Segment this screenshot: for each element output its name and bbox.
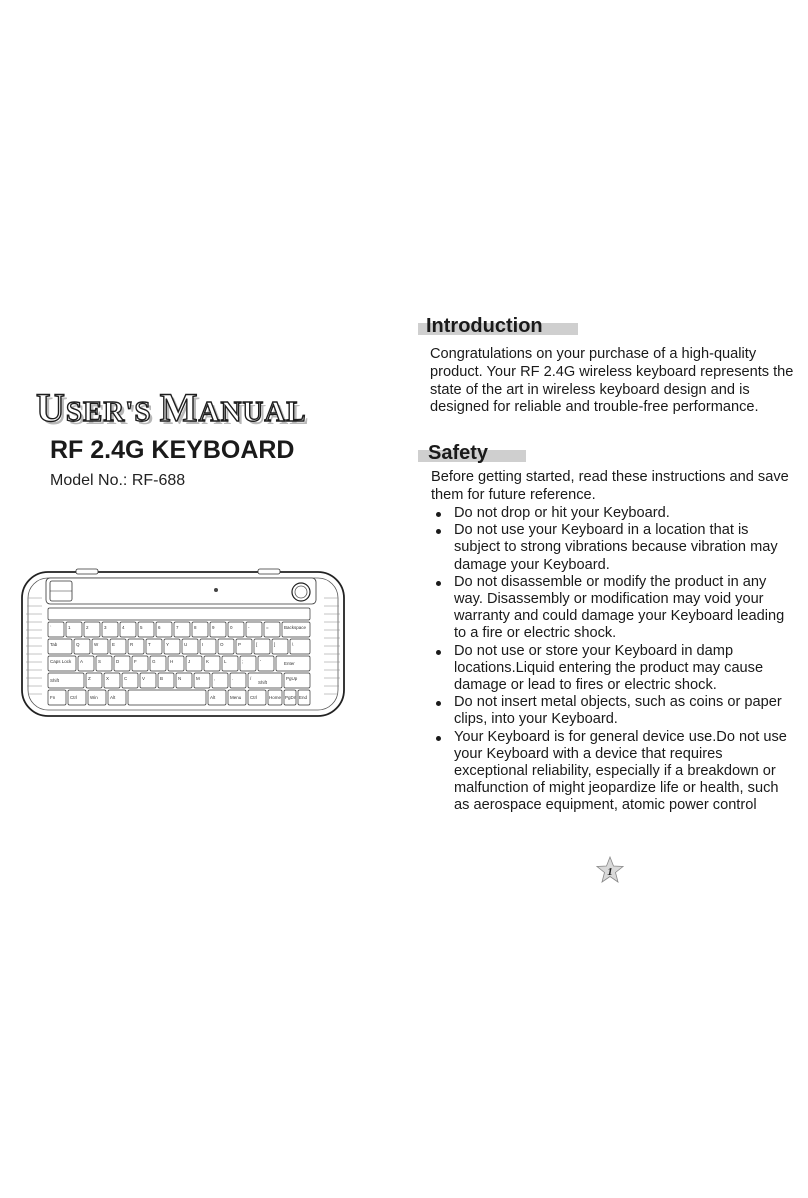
svg-text:8: 8 [194, 625, 197, 630]
keyboard-top-tab [76, 569, 98, 574]
svg-text:9: 9 [212, 625, 215, 630]
svg-text:[: [ [256, 642, 258, 647]
svg-text:=: = [266, 625, 269, 630]
svg-text:X: X [106, 676, 110, 681]
svg-text:Y: Y [166, 642, 170, 647]
svg-text:Backspace: Backspace [284, 625, 307, 630]
svg-text:Tab: Tab [50, 642, 58, 647]
svg-text:T: T [148, 642, 151, 647]
list-item: Do not drop or hit your Keyboard. [431, 505, 791, 522]
svg-text:O: O [220, 642, 224, 647]
svg-text:W: W [94, 642, 99, 647]
svg-text:R: R [130, 642, 134, 647]
svg-text:': ' [260, 659, 261, 664]
svg-text:0: 0 [230, 625, 233, 630]
svg-text:Ctrl: Ctrl [70, 695, 77, 700]
manual-title: USER'S MANUAL [36, 385, 307, 430]
svg-text:]: ] [274, 642, 276, 647]
svg-text:Caps Lock: Caps Lock [50, 659, 72, 664]
page-number: 1 [607, 866, 613, 878]
svg-text:S: S [98, 659, 102, 664]
svg-text:A: A [80, 659, 84, 664]
safety-lead-paragraph: Before getting started, read these instructions and save them for future reference. [431, 469, 789, 503]
svg-text:U: U [184, 642, 188, 647]
safety-list [431, 505, 791, 815]
keyboard-top-tab [258, 569, 280, 574]
svg-text:,: , [214, 676, 216, 681]
svg-text:G: G [152, 659, 156, 664]
svg-text:/: / [250, 676, 252, 681]
svg-text:PgUp: PgUp [286, 676, 298, 681]
introduction-heading: Introduction [426, 315, 543, 338]
svg-text:\: \ [292, 642, 294, 647]
svg-text:7: 7 [176, 625, 179, 630]
svg-text:H: H [170, 659, 174, 664]
svg-text:J: J [188, 659, 191, 664]
svg-text:N: N [178, 676, 182, 681]
svg-text:PgDn: PgDn [285, 695, 297, 700]
svg-text:Shift: Shift [258, 680, 268, 685]
svg-text:L: L [224, 659, 227, 664]
list-item: Do not insert metal objects, such as coins or paper clips, into your Keyboard. [431, 694, 791, 728]
page-number-star-icon [596, 856, 624, 884]
svg-text:Q: Q [76, 642, 80, 647]
product-name: RF 2.4G KEYBOARD [50, 436, 295, 464]
svg-text:`: ` [50, 625, 52, 630]
safety-heading: Safety [428, 442, 488, 465]
svg-text:1: 1 [68, 625, 71, 630]
svg-text:2: 2 [86, 625, 89, 630]
svg-text:Alt: Alt [110, 695, 116, 700]
list-item: Do not use or store your Keyboard in damp locations.Liquid entering the product may cause damage or lead to fires or electric shock. [431, 643, 791, 695]
svg-text:Win: Win [90, 695, 98, 700]
svg-text:4: 4 [122, 625, 125, 630]
svg-text:P: P [238, 642, 242, 647]
svg-text:Home: Home [269, 695, 282, 700]
svg-text:C: C [124, 676, 128, 681]
svg-text:V: V [142, 676, 146, 681]
svg-text:Menu: Menu [230, 695, 242, 700]
list-item: Do not use your Keyboard in a location that is subject to strong vibrations because vibration may damage your Keyboard. [431, 522, 791, 574]
list-item: Do not disassemble or modify the product in any way. Disassembly or modification may void your warranty and could damage your Keyboard leading to a fire or electric shock. [431, 574, 791, 643]
list-item: Your Keyboard is for general device use.Do not use your Keyboard with a device that requires exceptional reliability, especially if a breakdown or malfunction of might jeopardize life or health, such as aerospace equipment, atomic power control [431, 729, 791, 815]
svg-text:Enter: Enter [284, 661, 295, 666]
svg-text:F: F [134, 659, 137, 664]
svg-text:3: 3 [104, 625, 107, 630]
keyboard-top-strip [46, 578, 316, 604]
introduction-paragraph: Congratulations on your purchase of a high-quality product. Your RF 2.4G wireless keyboard represents the state of the art in wireless keyboard design and is designed for reliable and trouble-free performance. [430, 346, 794, 416]
svg-text:E: E [112, 642, 116, 647]
svg-text:Z: Z [88, 676, 91, 681]
svg-text:5: 5 [140, 625, 143, 630]
svg-text:.: . [232, 676, 234, 681]
svg-text:-: - [248, 625, 250, 630]
svg-text:B: B [160, 676, 164, 681]
svg-text:Shift: Shift [50, 678, 60, 683]
svg-text:I: I [202, 642, 204, 647]
svg-text:M: M [196, 676, 200, 681]
svg-text:Alt: Alt [210, 695, 216, 700]
model-number: Model No.: RF-688 [50, 472, 186, 489]
svg-text:Ctrl: Ctrl [250, 695, 257, 700]
svg-text:Fn: Fn [50, 695, 56, 700]
power-led-icon [214, 588, 218, 592]
keyboard-illustration [20, 568, 346, 720]
svg-text:6: 6 [158, 625, 161, 630]
svg-text:D: D [116, 659, 120, 664]
svg-text:;: ; [242, 659, 244, 664]
svg-text:End: End [299, 695, 308, 700]
svg-text:K: K [206, 659, 210, 664]
